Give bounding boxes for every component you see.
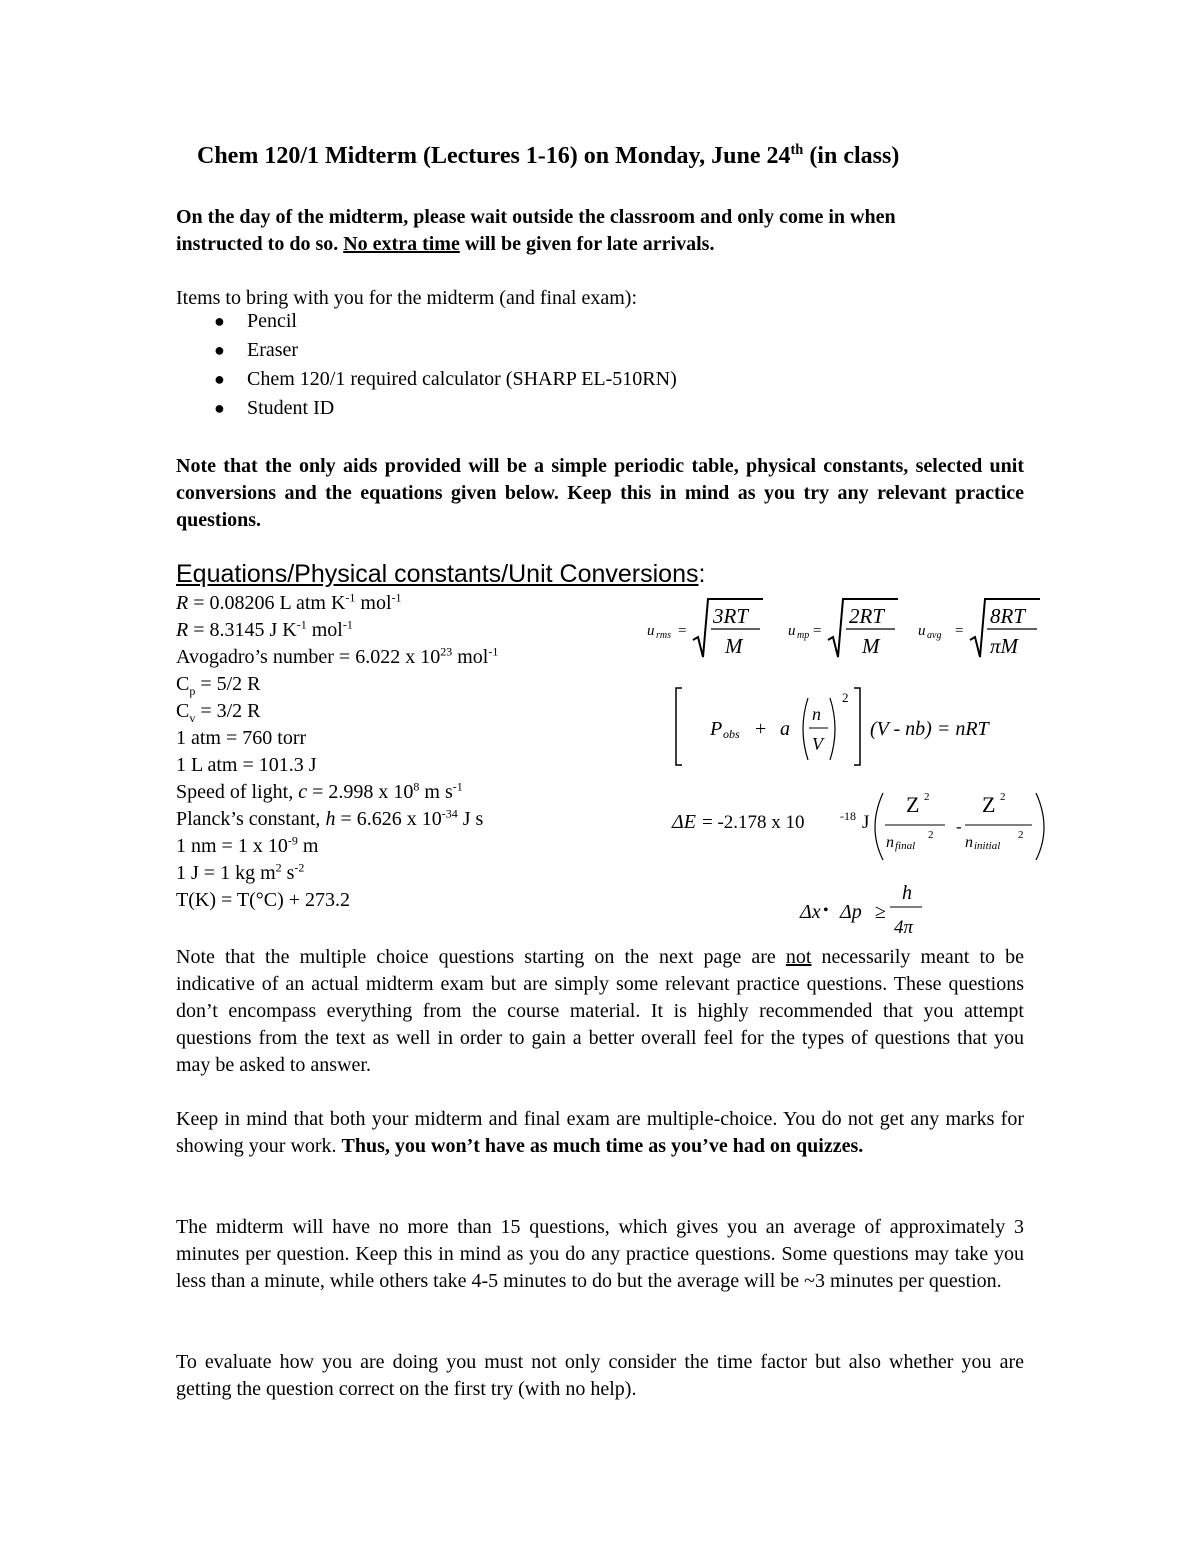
svg-text:ΔE: ΔE [672, 811, 696, 833]
atm-conversion: 1 atm = 760 torr [176, 727, 307, 749]
svg-text:n: n [886, 834, 894, 851]
cv-value: $C_v = 3/2$ R [176, 700, 261, 725]
svg-text:M: M [862, 634, 880, 658]
svg-text:u: u [647, 623, 655, 639]
items-list [176, 307, 677, 423]
practice-note: Note that the multiple choice questions starting on the next page are not necessarily meant to be indicative of an actual midterm exam but are simply some relevant practice questions. These questions don’t encompass everything from the course material. It is highly recommended that you attempt questions from the text as well in order to gain a better overall feel for the types of questions that you may be asked to answer. [176, 946, 1024, 1076]
svg-text:2: 2 [928, 829, 934, 841]
list-item: ● Eraser [176, 336, 677, 365]
svg-text:=: = [678, 623, 687, 639]
svg-text:2RT: 2RT [849, 604, 885, 628]
svg-text:mp: mp [797, 630, 810, 641]
svg-text:8RT: 8RT [990, 604, 1026, 628]
gas-constant-1: R = 0.08206 L atm $K^{-1}$ mol$^{-1}$ [176, 590, 402, 614]
svg-text:3RT: 3RT [713, 604, 749, 628]
equations-heading: Equations/Physical constants/Unit Conversions: [176, 560, 706, 588]
svg-text:rms: rms [656, 630, 672, 641]
planck-constant: Planck’s constant, h = 6.626 x $10^{-34}$ J s [176, 806, 484, 830]
svg-text:2: 2 [1000, 791, 1006, 803]
svg-text:Z: Z [982, 792, 996, 817]
urms-equation [647, 599, 763, 658]
bullet-icon: ● [214, 311, 225, 331]
temperature-conversion: T(K) = T(°C) + 273.2 [176, 889, 351, 911]
list-item: ● Student ID [176, 394, 677, 423]
svg-text:V: V [812, 734, 823, 754]
evaluate-note: To evaluate how you are doing you must not only consider the time factor but also whether you are getting the question correct on the first try (with no help). [176, 1351, 1024, 1400]
svg-text:=: = [955, 623, 964, 639]
svg-text:n: n [965, 834, 973, 851]
nm-conversion: 1 nm = 1 x $10^{-9}$ m [176, 833, 319, 857]
svg-text:u: u [918, 623, 926, 639]
van-der-waals-equation [676, 688, 991, 765]
svg-text:h: h [902, 882, 912, 904]
svg-text:final: final [895, 840, 916, 852]
svg-text:4π: 4π [894, 917, 914, 935]
page-title: Chem 120/1 Midterm (Lectures 1-16) on Monday, June 24th (in class) [197, 142, 900, 169]
speed-of-light: Speed of light, c = 2.998 x $10^8$ m $s^{-1}$ [176, 779, 463, 803]
items-intro: Items to bring with you for the midterm (and final exam): [176, 287, 637, 309]
svg-text:•: • [823, 902, 829, 919]
svg-text:Δx: Δx [800, 901, 821, 923]
bullet-icon: ● [214, 398, 225, 418]
svg-text:= -2.178 x 10: = -2.178 x 10 [702, 812, 805, 833]
aids-note: Note that the only aids provided will be a simple periodic table, physical constants, selected unit conversions and the equations given below. Keep this in mind as you try any relevant practice questions. [176, 455, 1024, 531]
latm-conversion: 1 L atm = 101.3 J [176, 754, 317, 776]
svg-text:obs: obs [723, 727, 740, 741]
svg-text:initial: initial [974, 840, 1001, 852]
uavg-equation [918, 599, 1040, 658]
bullet-icon: ● [214, 340, 225, 360]
gas-constant-2: R = 8.3145 J $K^{-1}$ mol$^{-1}$ [176, 617, 353, 641]
arrival-instructions: On the day of the midterm, please wait outside the classroom and only come in when instructed to do so. No extra time will be given for late arrivals. [176, 206, 896, 255]
svg-text:Δp: Δp [840, 901, 862, 923]
svg-text:2: 2 [1018, 829, 1024, 841]
bullet-icon: ● [214, 369, 225, 389]
svg-text:2: 2 [924, 791, 930, 803]
svg-text:M: M [725, 634, 743, 658]
svg-text:Z: Z [906, 792, 920, 817]
svg-text:≥: ≥ [875, 901, 886, 923]
svg-text:(V - nb) = nRT: (V - nb) = nRT [870, 718, 989, 740]
cp-value: $C_p = 5/2$ R [176, 673, 261, 698]
svg-text:-18: -18 [840, 809, 856, 823]
list-item: ● Pencil [176, 307, 677, 336]
svg-text:n: n [812, 704, 821, 724]
svg-text:-: - [956, 817, 962, 836]
svg-text:πM: πM [990, 634, 1019, 658]
svg-text:=: = [813, 623, 822, 639]
ump-equation [788, 599, 898, 658]
svg-text:2: 2 [842, 690, 849, 705]
svg-text:u: u [788, 623, 796, 639]
svg-text:J: J [862, 812, 870, 833]
equations-block [600, 585, 1060, 935]
svg-text:avg: avg [927, 630, 942, 641]
uncertainty-equation [799, 882, 922, 935]
questions-note: The midterm will have no more than 15 questions, which gives you an average of approximately 3 minutes per question. Keep this in mind as you do any practice questions. Some questions may take you less than a minute, while others take 4-5 minutes to do but the average will be ~3 minutes per question. [176, 1216, 1024, 1292]
constants-list [176, 590, 498, 914]
avogadro-number: Avogadro’s number = 6.022 x $10^{23}$ mol$^{-1}$ [176, 644, 499, 668]
keep-in-mind-note: Keep in mind that both your midterm and final exam are multiple-choice. You do not get any marks for showing your work. Thus, you won’t have as much time as you’ve had on quizzes. [176, 1108, 1024, 1157]
joule-conversion: 1 J = 1 kg $m^2$ $s^{-2}$ [176, 860, 305, 884]
svg-text:P: P [710, 718, 723, 740]
svg-text:+: + [755, 718, 767, 740]
energy-equation [671, 791, 1044, 860]
list-item: ● Chem 120/1 required calculator (SHARP EL-510RN) [176, 365, 677, 394]
svg-text:a: a [780, 718, 790, 740]
